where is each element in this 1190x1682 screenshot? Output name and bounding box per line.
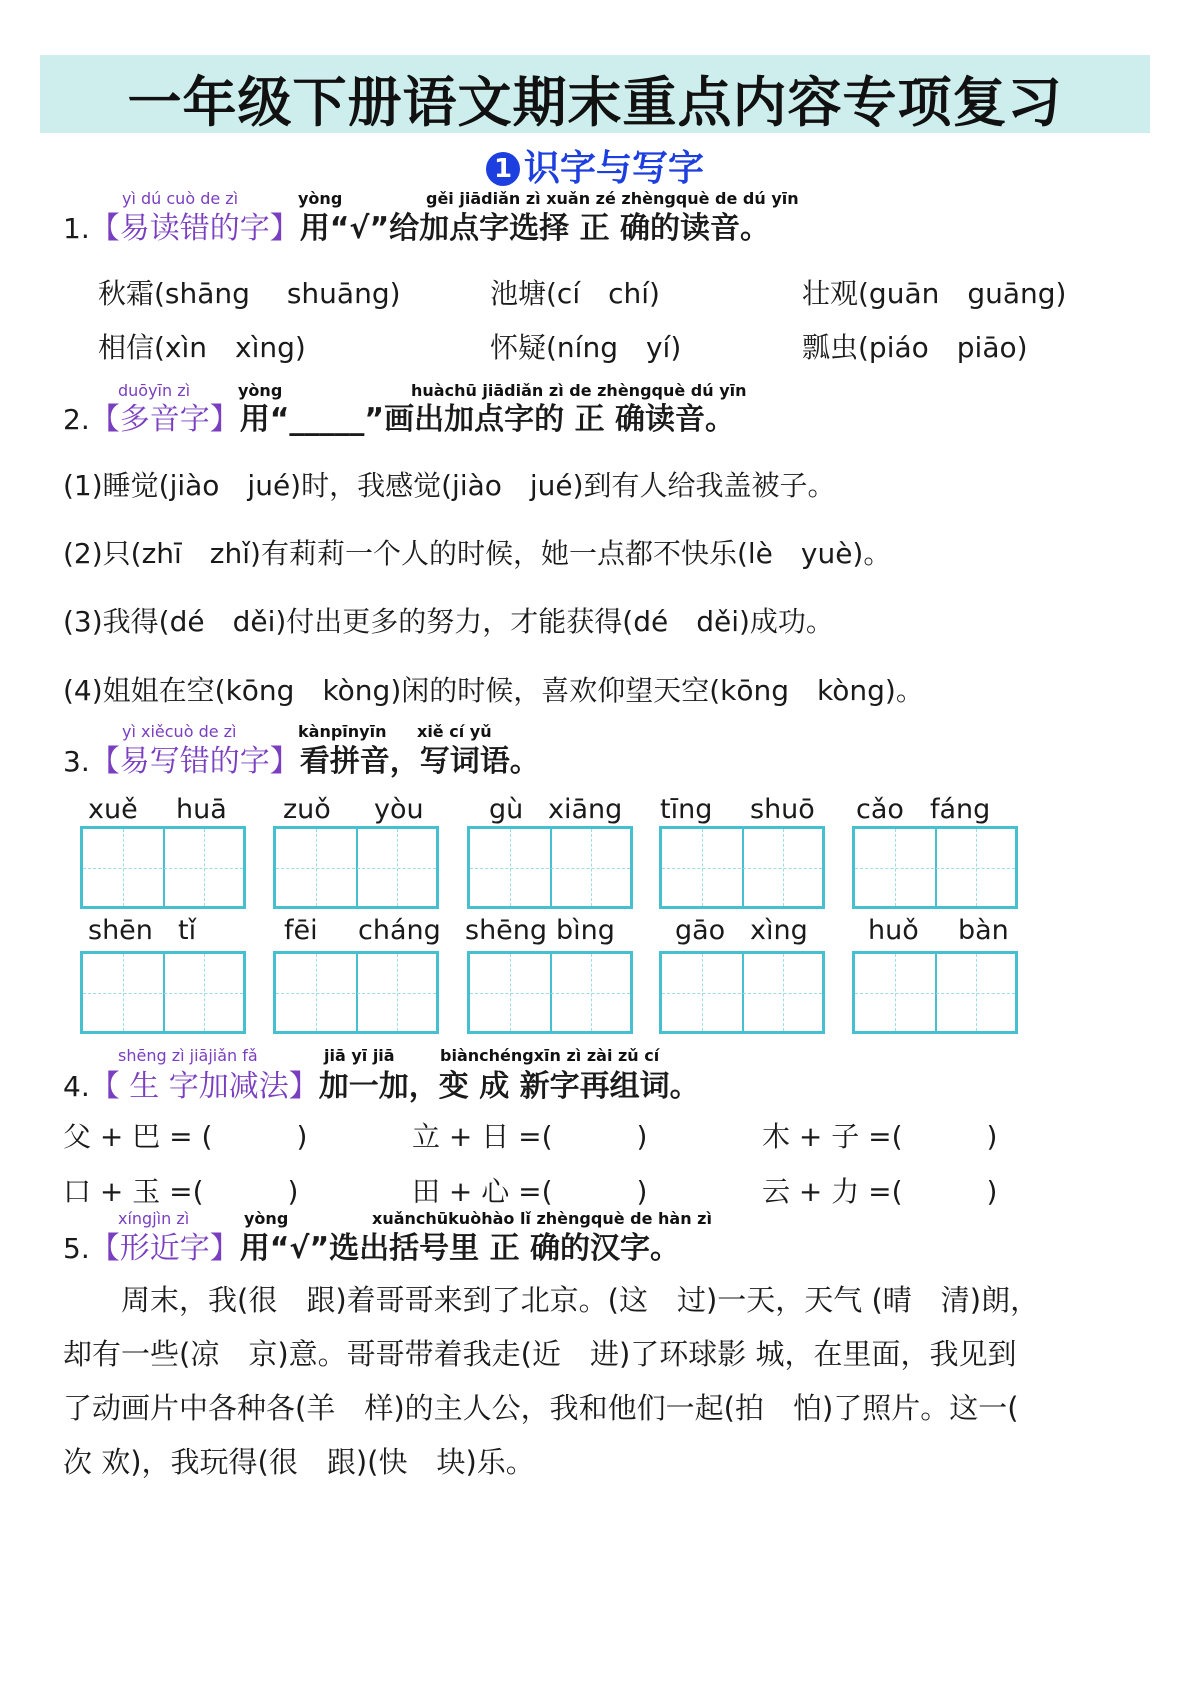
- q2-pinyin-a: yòng: [238, 381, 283, 400]
- q3-pinyin: xìng: [750, 915, 808, 946]
- q3-pinyin: shēn: [88, 915, 153, 946]
- q4-heading: [63, 1061, 700, 1105]
- q4-instruction: 加一加，变 成 新字再组词。: [318, 1069, 700, 1104]
- q3-pinyin: yòu: [374, 794, 424, 825]
- q3-pinyin: zuǒ: [283, 794, 331, 825]
- q4-item: 口 + 玉 =( ): [63, 1175, 299, 1208]
- q3-pinyin: xuě: [88, 794, 138, 825]
- q5-paragraph-line: 次 欢)，我玩得(很 跟)(快 块)乐。: [63, 1445, 535, 1479]
- q1-pinyin-b: gěi jiādiǎn zì xuǎn zé zhèngquè de dú yīn: [426, 189, 799, 208]
- q2-sentence: (1)睡觉(jiào jué)时，我感觉(jiào jué)到有人给我盖被子。: [63, 469, 836, 502]
- q3-number: 3.: [63, 745, 90, 778]
- q3-tag-pinyin: yì xiěcuò de zì: [122, 722, 237, 741]
- q3-pinyin: cháng: [358, 915, 441, 946]
- writing-grid[interactable]: [467, 951, 633, 1034]
- q2-number: 2.: [63, 403, 90, 436]
- q3-pinyin: shuō: [750, 794, 815, 825]
- q5-paragraph-line: 了动画片中各种各(羊 样)的主人公，我和他们一起(拍 怕)了照片。这一(: [63, 1391, 1019, 1425]
- q3-tag: 【易写错的字】: [89, 744, 300, 779]
- q2-tag-pinyin: duōyīn zì: [118, 381, 191, 400]
- q1-instruction: 用“√”给加点字选择 正 确的读音。: [299, 211, 771, 246]
- writing-grid[interactable]: [659, 826, 825, 909]
- q5-heading: [63, 1223, 680, 1267]
- writing-grid[interactable]: [659, 951, 825, 1034]
- q5-paragraph-line: 周末，我(很 跟)着哥哥来到了北京。(这 过)一天，天气 (晴 清)朗，: [63, 1283, 1040, 1317]
- q3-pinyin: shēng: [465, 915, 548, 946]
- q4-pinyin-b: biànchéngxīn zì zài zǔ cí: [440, 1046, 660, 1065]
- section-title-text: 识字与写字: [523, 148, 704, 189]
- q4-tag: 【 生 字加减法】: [89, 1069, 319, 1104]
- q5-tag: 【形近字】: [89, 1231, 240, 1266]
- q4-pinyin-a: jiā yī jiā: [324, 1046, 395, 1065]
- q3-pinyin: xiāng: [548, 794, 623, 825]
- page-title: 一年级下册语文期末重点内容专项复习: [127, 71, 1063, 134]
- writing-grid[interactable]: [80, 826, 246, 909]
- q2-heading: [63, 394, 735, 438]
- q1-item: 秋霜(shāng shuāng): [98, 277, 401, 310]
- q4-item: 立 + 日 =( ): [412, 1120, 648, 1153]
- q1-item: 相信(xìn xìng): [98, 331, 306, 364]
- q5-paragraph-line: 却有一些(凉 京)意。哥哥带着我走(近 进)了环球影 城，在里面，我见到: [63, 1337, 1017, 1371]
- q3-pinyin: tīng: [660, 794, 713, 825]
- q1-pinyin-a: yòng: [298, 189, 343, 208]
- writing-grid[interactable]: [852, 951, 1018, 1034]
- q5-pinyin-a: yòng: [244, 1209, 289, 1228]
- writing-grid[interactable]: [273, 826, 439, 909]
- q3-pinyin-b: xiě cí yǔ: [417, 722, 492, 741]
- q5-tag-pinyin: xíngjìn zì: [118, 1209, 190, 1228]
- q3-instruction: 看拼音，写词语。: [299, 744, 540, 779]
- writing-grid[interactable]: [273, 951, 439, 1034]
- section-title: [0, 140, 1190, 191]
- q4-item: 田 + 心 =( ): [412, 1175, 648, 1208]
- q2-sentence: (2)只(zhī zhǐ)有莉莉一个人的时候，她一点都不快乐(lè yuè)。: [63, 537, 892, 570]
- q4-item: 木 + 子 =( ): [762, 1120, 998, 1153]
- q5-pinyin-b: xuǎnchūkuòhào lǐ zhèngquè de hàn zì: [372, 1209, 712, 1228]
- writing-grid[interactable]: [80, 951, 246, 1034]
- q3-pinyin: bàn: [958, 915, 1009, 946]
- q2-tag: 【多音字】: [89, 402, 240, 437]
- q4-item: 父 + 巴 = ( ): [63, 1120, 308, 1153]
- q1-item: 壮观(guān guāng): [802, 277, 1067, 310]
- q4-item: 云 + 力 =( ): [762, 1175, 998, 1208]
- q1-tag-pinyin: yì dú cuò de zì: [122, 189, 239, 208]
- q2-sentence: (3)我得(dé děi)付出更多的努力，才能获得(dé děi)成功。: [63, 605, 834, 638]
- q3-pinyin: fēi: [284, 915, 318, 946]
- q1-item: 瓢虫(piáo piāo): [802, 331, 1028, 364]
- q3-pinyin: huā: [176, 794, 227, 825]
- q3-heading: [63, 736, 540, 780]
- q1-number: 1.: [63, 212, 90, 245]
- q1-item: 池塘(cí chí): [490, 277, 660, 310]
- q2-sentence: (4)姐姐在空(kōng kòng)闲的时候，喜欢仰望天空(kōng kòng)。: [63, 674, 924, 707]
- writing-grid[interactable]: [852, 826, 1018, 909]
- q5-number: 5.: [63, 1232, 90, 1265]
- q3-pinyin: fáng: [930, 794, 991, 825]
- q3-pinyin: tǐ: [178, 915, 197, 946]
- writing-grid[interactable]: [467, 826, 633, 909]
- q3-pinyin-a: kànpīnyīn: [298, 722, 387, 741]
- q5-instruction: 用“√”选出括号里 正 确的汉字。: [239, 1231, 681, 1266]
- q1-item: 怀疑(níng yí): [490, 331, 682, 364]
- q1-tag: 【易读错的字】: [89, 211, 300, 246]
- q3-pinyin: huǒ: [868, 915, 919, 946]
- q3-pinyin: gāo: [675, 915, 726, 946]
- section-number-badge: 1: [486, 152, 520, 186]
- q3-pinyin: cǎo: [856, 794, 904, 825]
- q4-number: 4.: [63, 1070, 90, 1103]
- q4-tag-pinyin: shēng zì jiājiǎn fǎ: [118, 1046, 258, 1065]
- q2-pinyin-b: huàchū jiādiǎn zì de zhèngquè dú yīn: [411, 381, 747, 400]
- q1-heading: [63, 203, 770, 247]
- q3-pinyin: gù: [489, 794, 524, 825]
- q3-pinyin: bìng: [556, 915, 615, 946]
- q2-instruction: 用“_____”画出加点字的 正 确读音。: [239, 402, 736, 437]
